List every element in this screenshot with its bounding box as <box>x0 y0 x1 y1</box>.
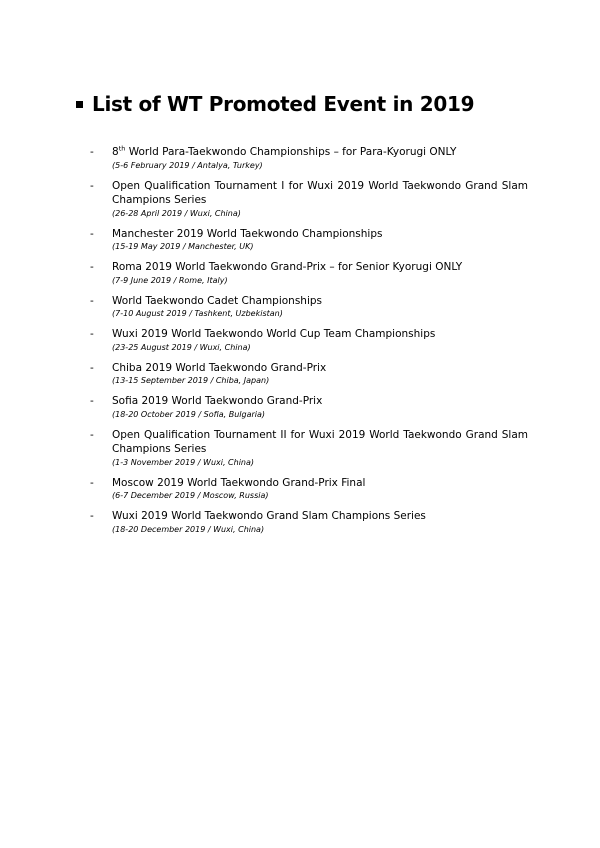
event-list <box>90 145 528 543</box>
dash-bullet: - <box>90 395 94 407</box>
dash-bullet: - <box>90 476 94 489</box>
event-details: (13-15 September 2019 / Chiba, Japan) <box>112 376 270 385</box>
dash-bullet: - <box>90 179 94 192</box>
dash-bullet: - <box>90 510 94 522</box>
list-item <box>90 260 528 287</box>
list-item <box>90 145 528 172</box>
event-name: World Para-Taekwondo Championships – for Para-Kyorugi ONLY <box>128 146 457 158</box>
event-title: Wuxi 2019 World Taekwondo World Cup Team Championships <box>112 328 436 340</box>
list-item <box>90 509 528 536</box>
list-item <box>90 394 528 421</box>
event-details: (7-9 June 2019 / Rome, Italy) <box>112 275 228 285</box>
event-title: Open Qualification Tournament II for Wuxi 2019 World Taekwondo Grand Slam Champions Series <box>112 428 528 455</box>
list-item <box>90 428 528 469</box>
event-title: Roma 2019 World Taekwondo Grand-Prix – for Senior Kyorugi ONLY <box>112 261 463 273</box>
dash-bullet: - <box>90 361 94 374</box>
event-number: 8 <box>112 146 119 158</box>
event-details: (23-25 August 2019 / Wuxi, China) <box>112 342 251 352</box>
dash-bullet: - <box>90 146 94 158</box>
list-item <box>90 179 528 220</box>
list-item <box>90 227 528 254</box>
dash-bullet: - <box>90 227 94 240</box>
page-title: List of WT Promoted Event in 2019 <box>92 92 475 116</box>
event-title: World Taekwondo Cadet Championships <box>112 294 323 307</box>
list-item <box>90 327 528 354</box>
square-bullet-icon <box>76 101 83 108</box>
event-title <box>112 145 528 160</box>
event-details: (7-10 August 2019 / Tashkent, Uzbekistan) <box>112 309 283 318</box>
dash-bullet: - <box>90 428 94 441</box>
list-item <box>90 294 528 321</box>
list-item <box>90 476 528 503</box>
dash-bullet: - <box>90 261 94 273</box>
event-title: Open Qualification Tournament I for Wuxi 2019 World Taekwondo Grand Slam Champions Series <box>112 179 528 206</box>
event-title: Moscow 2019 World Taekwondo Grand-Prix Final <box>112 476 366 489</box>
event-details: (6-7 December 2019 / Moscow, Russia) <box>112 491 269 500</box>
event-details: (5-6 February 2019 / Antalya, Turkey) <box>112 160 263 170</box>
event-details: (18-20 October 2019 / Sofia, Bulgaria) <box>112 409 266 419</box>
dash-bullet: - <box>90 294 94 307</box>
event-details: (15-19 May 2019 / Manchester, UK) <box>112 242 254 251</box>
list-item <box>90 361 528 388</box>
event-details: (18-20 December 2019 / Wuxi, China) <box>112 524 265 534</box>
event-title: Manchester 2019 World Taekwondo Championships <box>112 227 383 240</box>
ordinal-suffix: th <box>118 144 126 153</box>
event-details: (26-28 April 2019 / Wuxi, China) <box>112 208 241 218</box>
event-title: Sofia 2019 World Taekwondo Grand-Prix <box>112 395 323 407</box>
event-title: Wuxi 2019 World Taekwondo Grand Slam Champions Series <box>112 510 426 522</box>
heading <box>76 92 474 116</box>
event-title: Chiba 2019 World Taekwondo Grand-Prix <box>112 361 327 374</box>
event-details: (1-3 November 2019 / Wuxi, China) <box>112 457 255 467</box>
dash-bullet: - <box>90 328 94 340</box>
